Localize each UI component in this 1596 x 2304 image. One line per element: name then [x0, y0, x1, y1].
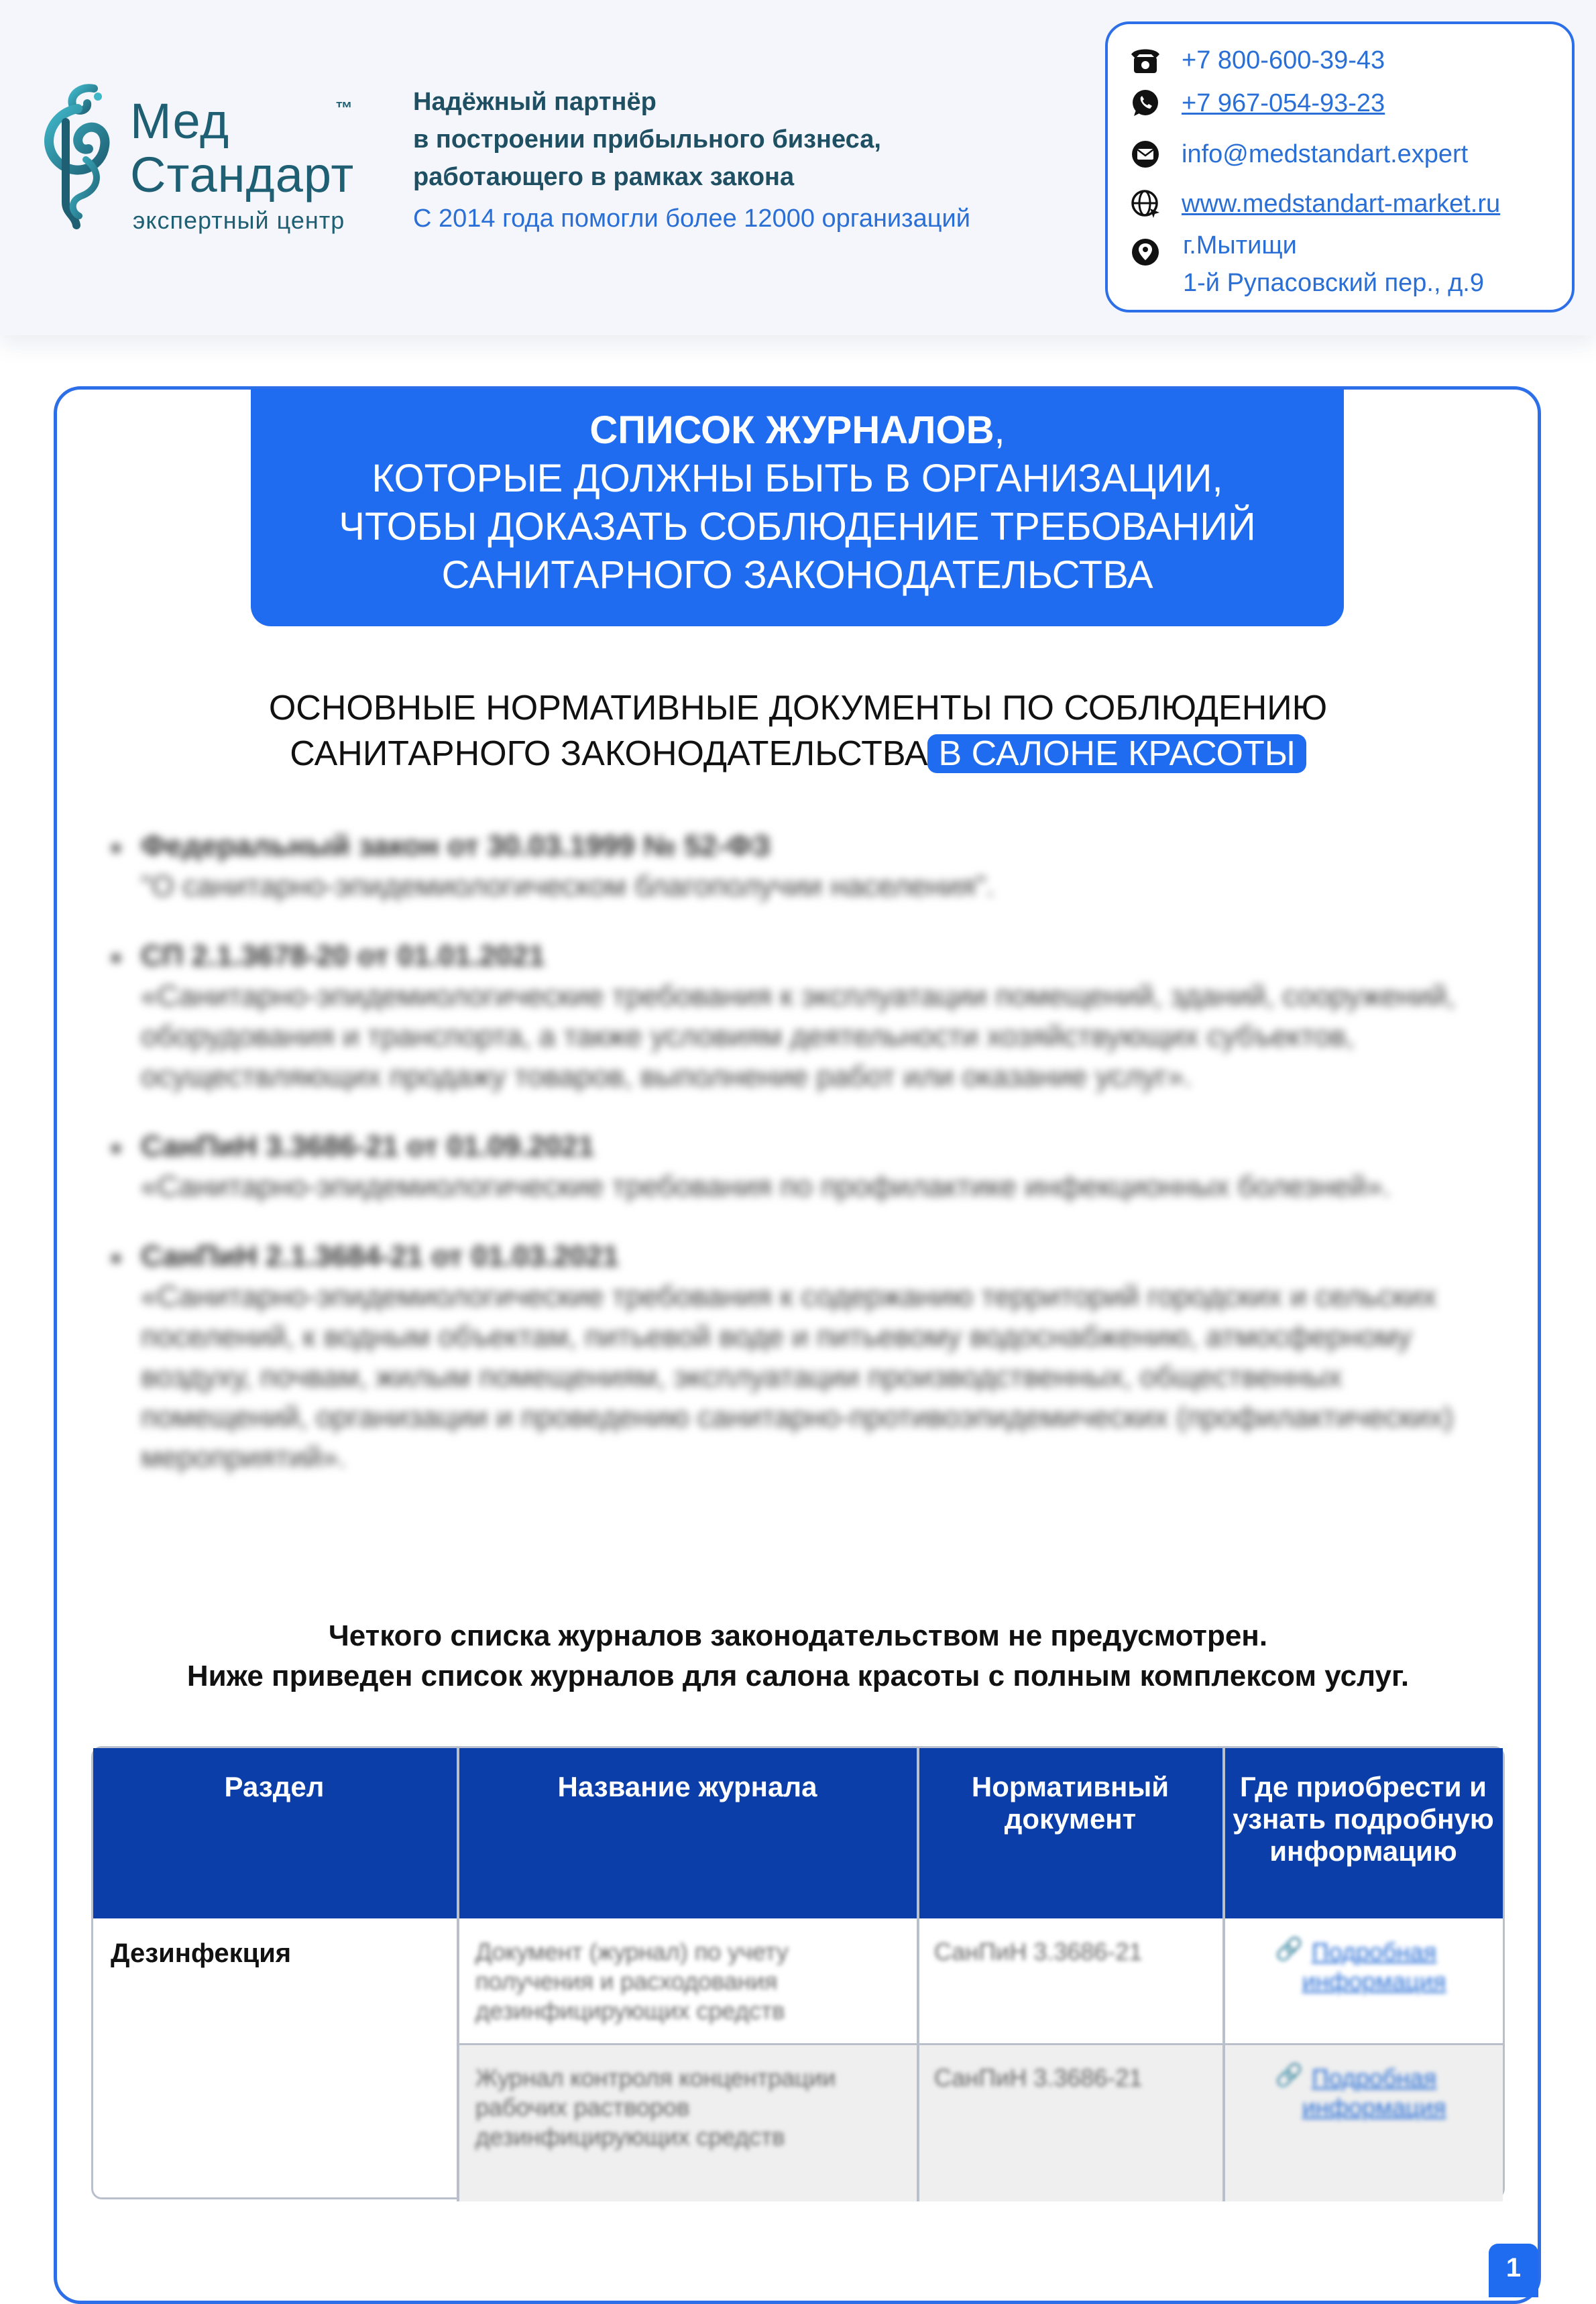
brand-name-line1: Мед	[130, 93, 230, 149]
page-number: 1	[1489, 2244, 1538, 2297]
banner-bold: СПИСОК ЖУРНАЛОВ	[589, 408, 994, 452]
section-title	[80, 685, 1516, 776]
trademark-sign: ™	[335, 98, 353, 118]
tagline-stats: С 2014 года помогли более 12000 организаций	[413, 205, 970, 233]
tagline-line3: работающего в рамках закона	[413, 163, 795, 191]
intro-note	[80, 1616, 1516, 1696]
contacts-box	[1105, 21, 1575, 312]
list-item	[107, 936, 1502, 1097]
document-description: «Санитарно-эпидемиологические требования по профилактике инфекционных болезней».	[141, 1170, 1391, 1203]
globe-icon	[1129, 188, 1161, 220]
contact-email[interactable]: info@medstandart.expert	[1182, 140, 1469, 168]
tagline-line1: Надёжный партнёр	[413, 88, 657, 116]
row-divider	[459, 2043, 1503, 2045]
section-title-line1: ОСНОВНЫЕ НОРМАТИВНЫЕ ДОКУМЕНТЫ ПО СОБЛЮДЕНИЮ	[268, 689, 1328, 728]
link-icon: 🔗	[1275, 2063, 1304, 2088]
contact-address-row	[1129, 233, 1161, 271]
email-icon	[1129, 138, 1161, 170]
banner-line3: ЧТОБЫ ДОКАЗАТЬ СОБЛЮДЕНИЕ ТРЕБОВАНИЙ	[339, 505, 1256, 549]
column-divider	[1222, 1748, 1225, 2201]
document-title: СанПиН 3.3686-21 от 01.09.2021	[141, 1130, 595, 1163]
table-cell-link[interactable]: Подробная информация	[1302, 1938, 1446, 1995]
table-header	[93, 1748, 1503, 1918]
document-description: «Санитарно-эпидемиологические требования к эксплуатации помещений, зданий, сооружений, оборудования и транспорта, а также условиям деятельности хозяйствующих субъектов, осуществляющих продажу товаров, выполнение работ или оказание услуг».	[141, 980, 1455, 1093]
contact-website-row[interactable]	[1129, 185, 1500, 223]
banner-line2: КОТОРЫЕ ДОЛЖНЫ БЫТЬ В ОРГАНИЗАЦИИ,	[372, 457, 1223, 500]
contact-phone-row[interactable]	[1129, 42, 1385, 79]
contact-address	[1183, 227, 1484, 302]
column-divider	[457, 1748, 459, 2201]
banner-line4: САНИТАРНОГО ЗАКОНОДАТЕЛЬСТВА	[441, 553, 1153, 597]
link-icon: 🔗	[1275, 1937, 1304, 1962]
document-title: Федеральный закон от 30.03.1999 № 52-ФЗ	[141, 829, 771, 862]
brand-name-line2: Стандарт	[130, 147, 355, 203]
list-item	[107, 826, 1502, 907]
table-cell-link[interactable]: Подробная информация	[1302, 2064, 1446, 2121]
address-city: г.Мытищи	[1183, 231, 1297, 260]
document-description: "О санитарно-эпидемиологическом благополучии населения".	[141, 870, 994, 903]
title-banner	[251, 389, 1344, 626]
column-header-section: Раздел	[224, 1771, 325, 1802]
document-title: СанПиН 2.1.3684-21 от 01.03.2021	[141, 1240, 619, 1273]
column-header-document: Нормативный документ	[971, 1771, 1170, 1835]
table-cell-document: СанПиН 3.3686-21	[934, 1938, 1143, 1965]
section-highlight: В САЛОНЕ КРАСОТЫ	[927, 734, 1306, 773]
intro-note-line2: Ниже приведен список журналов для салона красоты с полным комплексом услуг.	[186, 1660, 1410, 1692]
column-header-journal: Название журнала	[557, 1771, 817, 1802]
whatsapp-icon	[1129, 87, 1161, 119]
contact-phone[interactable]: +7 800-600-39-43	[1182, 46, 1385, 74]
brand-logo[interactable]	[35, 82, 384, 243]
document-description: «Санитарно-эпидемиологические требования к содержанию территорий городских и сельских поселений, к водным объектам, питьевой воде и питьевому водоснабжению, атмосферному воздуху, почвам, жилым помещениям, эксплуатации производственных, общественных помещений, организации и проведению санитарно-противоэпидемических (профилактических) мероприятий».	[141, 1280, 1454, 1474]
section-title-line2	[80, 731, 1516, 776]
list-item	[107, 1236, 1502, 1478]
list-item	[107, 1127, 1502, 1207]
table-cell-journal: Журнал контроля концентрации рабочих растворов дезинфицирующих средств	[475, 2064, 836, 2150]
caduceus-logo-icon	[35, 82, 129, 236]
contact-website[interactable]: www.medstandart-market.ru	[1182, 190, 1501, 218]
table-section-label: Дезинфекция	[111, 1939, 292, 1968]
table-cell-journal: Документ (журнал) по учету получения и расходования дезинфицирующих средств	[475, 1938, 789, 2024]
banner-comma: ,	[994, 408, 1005, 452]
tagline-line2: в построении прибыльного бизнеса,	[413, 125, 881, 154]
table-cell-document: СанПиН 3.3686-21	[934, 2064, 1143, 2091]
tagline	[413, 83, 1070, 239]
contact-whatsapp[interactable]: +7 967-054-93-23	[1182, 89, 1385, 117]
contact-whatsapp-row[interactable]	[1129, 84, 1385, 122]
page-header	[0, 0, 1596, 335]
column-header-where-to-buy: Где приобрести и узнать подробную информацию	[1233, 1771, 1494, 1867]
brand-subtitle: экспертный центр	[133, 207, 345, 234]
contact-email-row[interactable]	[1129, 135, 1468, 173]
banner-line1	[251, 406, 1344, 455]
location-pin-icon	[1129, 236, 1161, 268]
journals-table	[91, 1746, 1505, 2199]
document-title: СП 2.1.3678-20 от 01.01.2021	[141, 939, 545, 972]
telephone-icon	[1129, 44, 1161, 76]
column-divider	[917, 1748, 919, 2201]
documents-list	[107, 826, 1502, 1507]
address-street: 1-й Рупасовский пер., д.9	[1183, 269, 1484, 297]
intro-note-line1: Четкого списка журналов законодательством не предусмотрен.	[328, 1619, 1268, 1652]
section-title-line2-text: САНИТАРНОГО ЗАКОНОДАТЕЛЬСТВА	[290, 734, 928, 773]
